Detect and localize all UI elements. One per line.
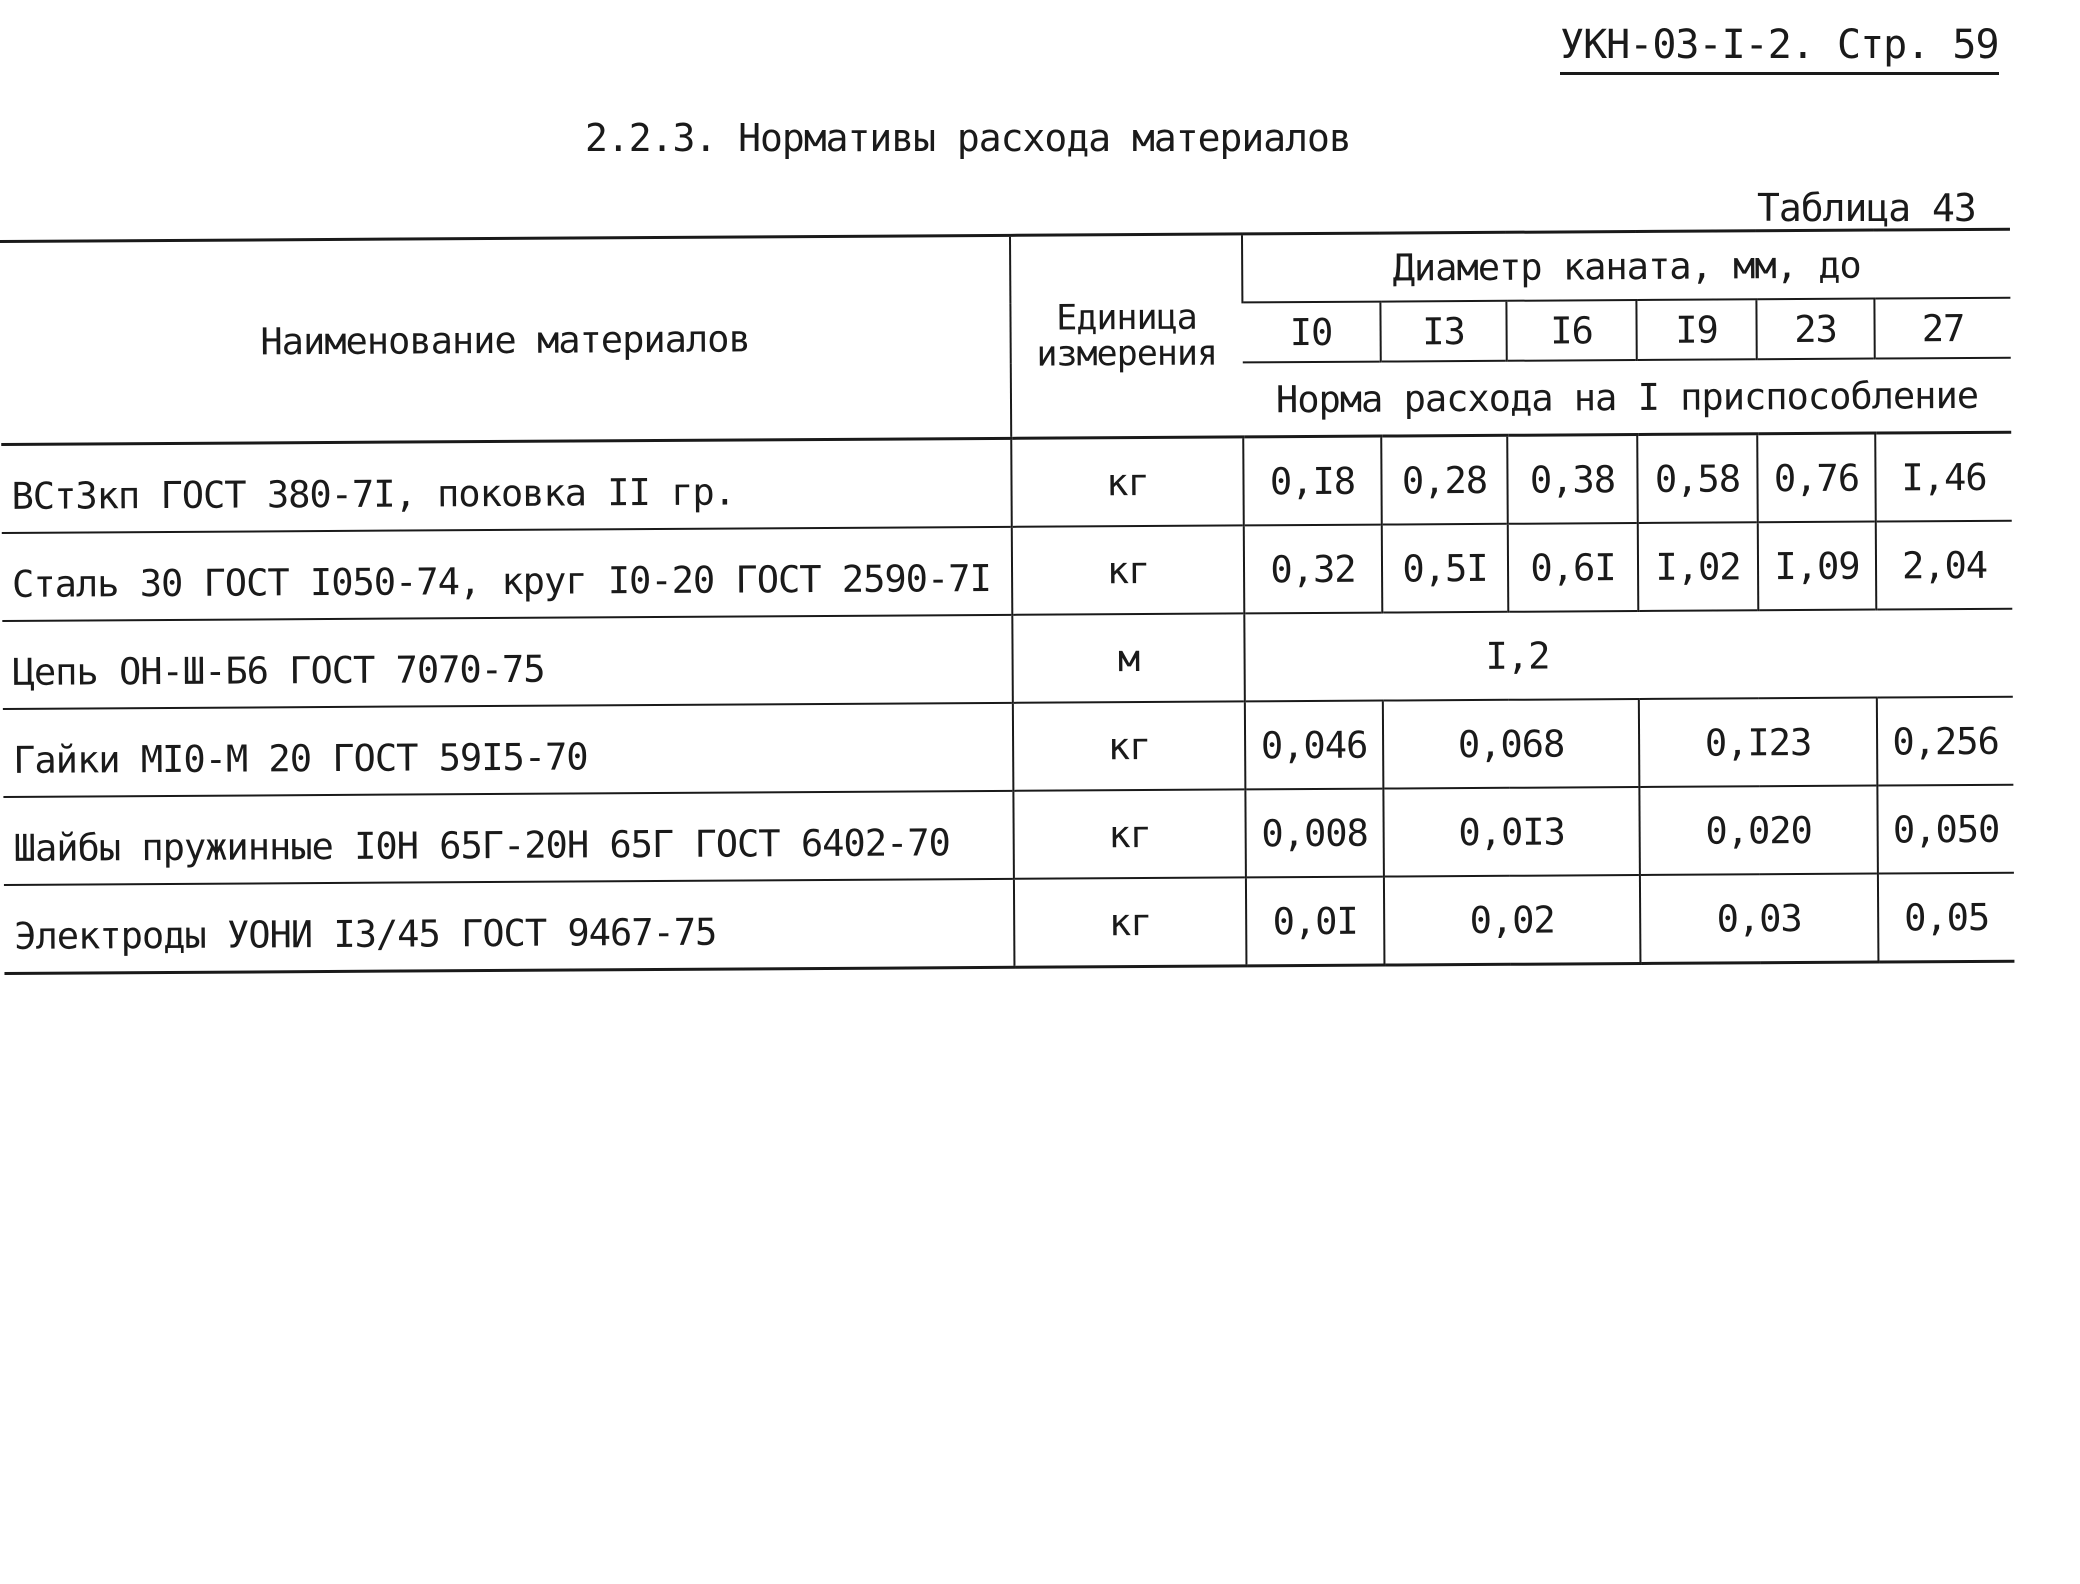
header-diameter-cell: I6 (1506, 300, 1636, 361)
row-value: 0,0I (1246, 877, 1385, 966)
row-value: 0,008 (1245, 789, 1384, 878)
row-material-name: Гайки МI0-М 20 ГОСТ 59I5-70 (3, 703, 1014, 797)
header-unit (1010, 234, 1243, 438)
row-value: 0,05 (1878, 873, 2015, 962)
header-row-top (0, 229, 2010, 310)
row-value: 0,046 (1245, 701, 1384, 790)
row-value: I,09 (1758, 522, 1877, 611)
row-value: 0,28 (1381, 435, 1508, 524)
row-unit: кг (1013, 701, 1246, 790)
row-value: 0,I8 (1243, 436, 1382, 525)
row-value-merged: I,2 (1244, 609, 2013, 702)
materials-table-container (0, 228, 2014, 975)
row-material-name: Электроды УОНИ I3/45 ГОСТ 9467-75 (4, 879, 1015, 974)
row-unit: кг (1013, 789, 1246, 878)
table-row (3, 697, 2014, 797)
row-value: 0,76 (1757, 433, 1876, 522)
row-value: 0,5I (1382, 524, 1509, 613)
header-rope-diameter: Диаметр каната, мм, до (1242, 229, 2010, 302)
row-value: 2,04 (1876, 521, 2013, 610)
row-material-name: Сталь 30 ГОСТ I050-74, круг I0-20 ГОСТ 2590-7I (2, 527, 1013, 621)
row-value-merged: 0,I23 (1639, 698, 1878, 787)
header-diameter-cell: 27 (1874, 298, 2010, 359)
table-row (1, 432, 2012, 533)
header-diameter-cell: 23 (1756, 299, 1874, 360)
table-label: Таблица 43 (1757, 186, 1976, 230)
table-row (2, 521, 2013, 621)
row-value: 0,58 (1637, 434, 1758, 523)
header-unit-line2: измерения (1036, 333, 1218, 375)
row-value: I,02 (1638, 522, 1759, 611)
row-value: 0,6I (1508, 523, 1639, 612)
header-diameter-cell: I9 (1636, 299, 1756, 360)
header-unit-line1: Единица (1056, 297, 1197, 339)
page-code-header: УКН-03-I-2. Стр. 59 (1560, 22, 1999, 75)
table-row (4, 873, 2015, 974)
row-value: 0,050 (1877, 785, 2014, 874)
row-material-name: ВСт3кп ГОСТ 380-7I, поковка II гр. (1, 438, 1012, 533)
row-unit: кг (1014, 877, 1247, 967)
header-material-name: Наименование материалов (0, 235, 1011, 444)
row-unit: кг (1012, 525, 1245, 614)
row-value-merged: 0,02 (1384, 875, 1641, 965)
row-value-merged: 0,068 (1383, 699, 1640, 789)
row-value: 0,32 (1244, 525, 1383, 614)
row-unit: кг (1011, 437, 1244, 527)
section-title: 2.2.3. Нормативы расхода материалов (585, 116, 1351, 160)
header-norm-per-device: Норма расхода на I приспособление (1243, 358, 2011, 437)
row-material-name: Цепь ОН-Ш-Б6 ГОСТ 7070-75 (2, 615, 1013, 709)
table-row (3, 785, 2014, 885)
row-value: 0,256 (1877, 697, 2014, 786)
row-unit: м (1012, 613, 1245, 702)
row-value: I,46 (1875, 432, 2012, 521)
header-diameter-cell: I0 (1242, 302, 1380, 363)
row-value-merged: 0,020 (1639, 786, 1878, 875)
row-value-merged: 0,0I3 (1383, 787, 1640, 877)
row-value: 0,38 (1507, 435, 1638, 524)
row-value-merged: 0,03 (1640, 874, 1879, 964)
header-diameter-cell: I3 (1380, 301, 1506, 362)
table-row (2, 609, 2013, 709)
materials-consumption-table (0, 228, 2014, 975)
row-material-name: Шайбы пружинные I0Н 65Г-20Н 65Г ГОСТ 6402-70 (3, 791, 1014, 885)
